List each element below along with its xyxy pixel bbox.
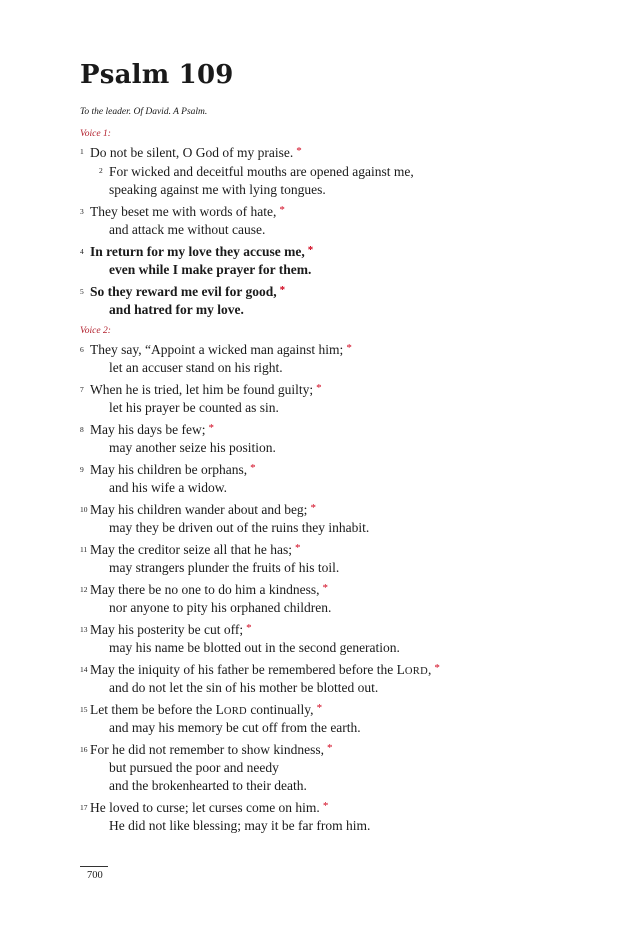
asterisk-mark: * <box>434 662 440 674</box>
verse-9-line-1 <box>90 461 256 480</box>
verse-text: In return for my love they accuse me, <box>90 244 305 259</box>
voice-label-2: Voice 2: <box>80 326 111 336</box>
verse-number-11: 11 <box>80 545 88 554</box>
verse-8-line-2: may another seize his position. <box>109 440 276 455</box>
page-number: 700 <box>87 870 103 881</box>
asterisk-mark: * <box>346 342 352 354</box>
verse-3-line-2: and attack me without cause. <box>109 222 266 237</box>
verse-text: May his days be few; <box>90 422 206 437</box>
verse-number-2: 2 <box>99 166 103 175</box>
verse-11-line-1 <box>90 541 301 560</box>
verse-9-line-2: and his wife a widow. <box>109 480 227 495</box>
verse-text: May the creditor seize all that he has; <box>90 542 293 557</box>
asterisk-mark: * <box>208 422 214 434</box>
verse-text: They beset me with words of hate, <box>90 204 277 219</box>
verse-number-10: 10 <box>80 505 88 514</box>
verse-text: He loved to curse; let curses come on him. <box>90 800 320 815</box>
asterisk-mark: * <box>296 145 302 157</box>
verse-10-line-2: may they be driven out of the ruins they inhabit. <box>109 520 370 535</box>
verse-text: May there be no one to do him a kindness, <box>90 582 320 597</box>
asterisk-mark: * <box>310 502 316 514</box>
verse-2-line-2: speaking against me with lying tongues. <box>109 182 326 197</box>
verse-8-line-1 <box>90 421 214 440</box>
verse-4-line-1 <box>90 243 313 262</box>
verse-5-line-1 <box>90 283 285 302</box>
verse-text: May his posterity be cut off; <box>90 622 244 637</box>
verse-15-line-1 <box>90 701 322 721</box>
verse-text: Let them be before the LORD continually, <box>90 702 314 717</box>
verse-13-line-1 <box>90 621 252 640</box>
verse-13-line-2: may his name be blotted out in the second generation. <box>109 640 400 655</box>
verse-text: May his children be orphans, <box>90 462 248 477</box>
verse-number-5: 5 <box>80 287 84 296</box>
asterisk-mark: * <box>326 742 333 754</box>
page-title: Psalm 109 <box>80 60 234 90</box>
asterisk-mark: * <box>250 462 256 474</box>
verse-number-3: 3 <box>80 207 84 216</box>
verse-text: They say, “Appoint a wicked man against him; <box>90 342 344 357</box>
verse-number-15: 15 <box>80 705 88 714</box>
verse-12-line-2: nor anyone to pity his orphaned children. <box>109 600 332 615</box>
verse-16-line-1 <box>90 741 332 760</box>
verse-15-line-2: and may his memory be cut off from the earth. <box>109 720 361 735</box>
verse-10-line-1 <box>90 501 316 520</box>
verse-text: So they reward me evil for good, <box>90 284 277 299</box>
verse-number-7: 7 <box>80 385 84 394</box>
verse-text: May the iniquity of his father be remembered before the LORD, <box>90 662 432 677</box>
asterisk-mark: * <box>246 622 252 634</box>
verse-number-8: 8 <box>80 425 84 434</box>
asterisk-mark: * <box>279 284 286 296</box>
verse-text: May his children wander about and beg; <box>90 502 308 517</box>
verse-7-line-1 <box>90 381 322 400</box>
asterisk-mark: * <box>279 204 285 216</box>
asterisk-mark: * <box>307 244 314 256</box>
asterisk-mark: * <box>316 702 323 714</box>
verse-14-line-2: and do not let the sin of his mother be blotted out. <box>109 680 379 695</box>
verse-number-6: 6 <box>80 345 84 354</box>
asterisk-mark: * <box>322 800 329 812</box>
verse-16-line-3: and the brokenhearted to their death. <box>109 778 307 793</box>
verse-text: When he is tried, let him be found guilty; <box>90 382 314 397</box>
verse-number-16: 16 <box>80 745 88 754</box>
verse-6-line-2: let an accuser stand on his right. <box>109 360 283 375</box>
verse-number-4: 4 <box>80 247 84 256</box>
verse-16-line-2: but pursued the poor and needy <box>109 760 279 775</box>
verse-6-line-1 <box>90 341 352 360</box>
asterisk-mark: * <box>295 542 301 554</box>
verse-number-9: 9 <box>80 465 84 474</box>
verse-number-14: 14 <box>80 665 88 674</box>
verse-number-12: 12 <box>80 585 88 594</box>
verse-number-17: 17 <box>80 803 88 812</box>
verse-5-line-2: and hatred for my love. <box>109 302 244 317</box>
verse-text: For he did not remember to show kindness, <box>90 742 324 757</box>
verse-14-line-1 <box>90 661 440 681</box>
verse-2-line-1: For wicked and deceitful mouths are opened against me, <box>109 164 414 179</box>
verse-text: Do not be silent, O God of my praise. <box>90 145 294 160</box>
verse-12-line-1 <box>90 581 328 600</box>
verse-number-13: 13 <box>80 625 88 634</box>
verse-17-line-2: He did not like blessing; may it be far from him. <box>109 818 371 833</box>
superscription: To the leader. Of David. A Psalm. <box>80 107 208 117</box>
asterisk-mark: * <box>322 582 328 594</box>
verse-17-line-1 <box>90 799 328 818</box>
verse-3-line-1 <box>90 203 285 222</box>
voice-label-1: Voice 1: <box>80 129 111 139</box>
footer-rule <box>80 866 108 867</box>
verse-1-line-1 <box>90 144 302 163</box>
asterisk-mark: * <box>316 382 322 394</box>
verse-4-line-2: even while I make prayer for them. <box>109 262 312 277</box>
verse-number-1: 1 <box>80 147 84 156</box>
verse-11-line-2: may strangers plunder the fruits of his toil. <box>109 560 340 575</box>
verse-7-line-2: let his prayer be counted as sin. <box>109 400 279 415</box>
